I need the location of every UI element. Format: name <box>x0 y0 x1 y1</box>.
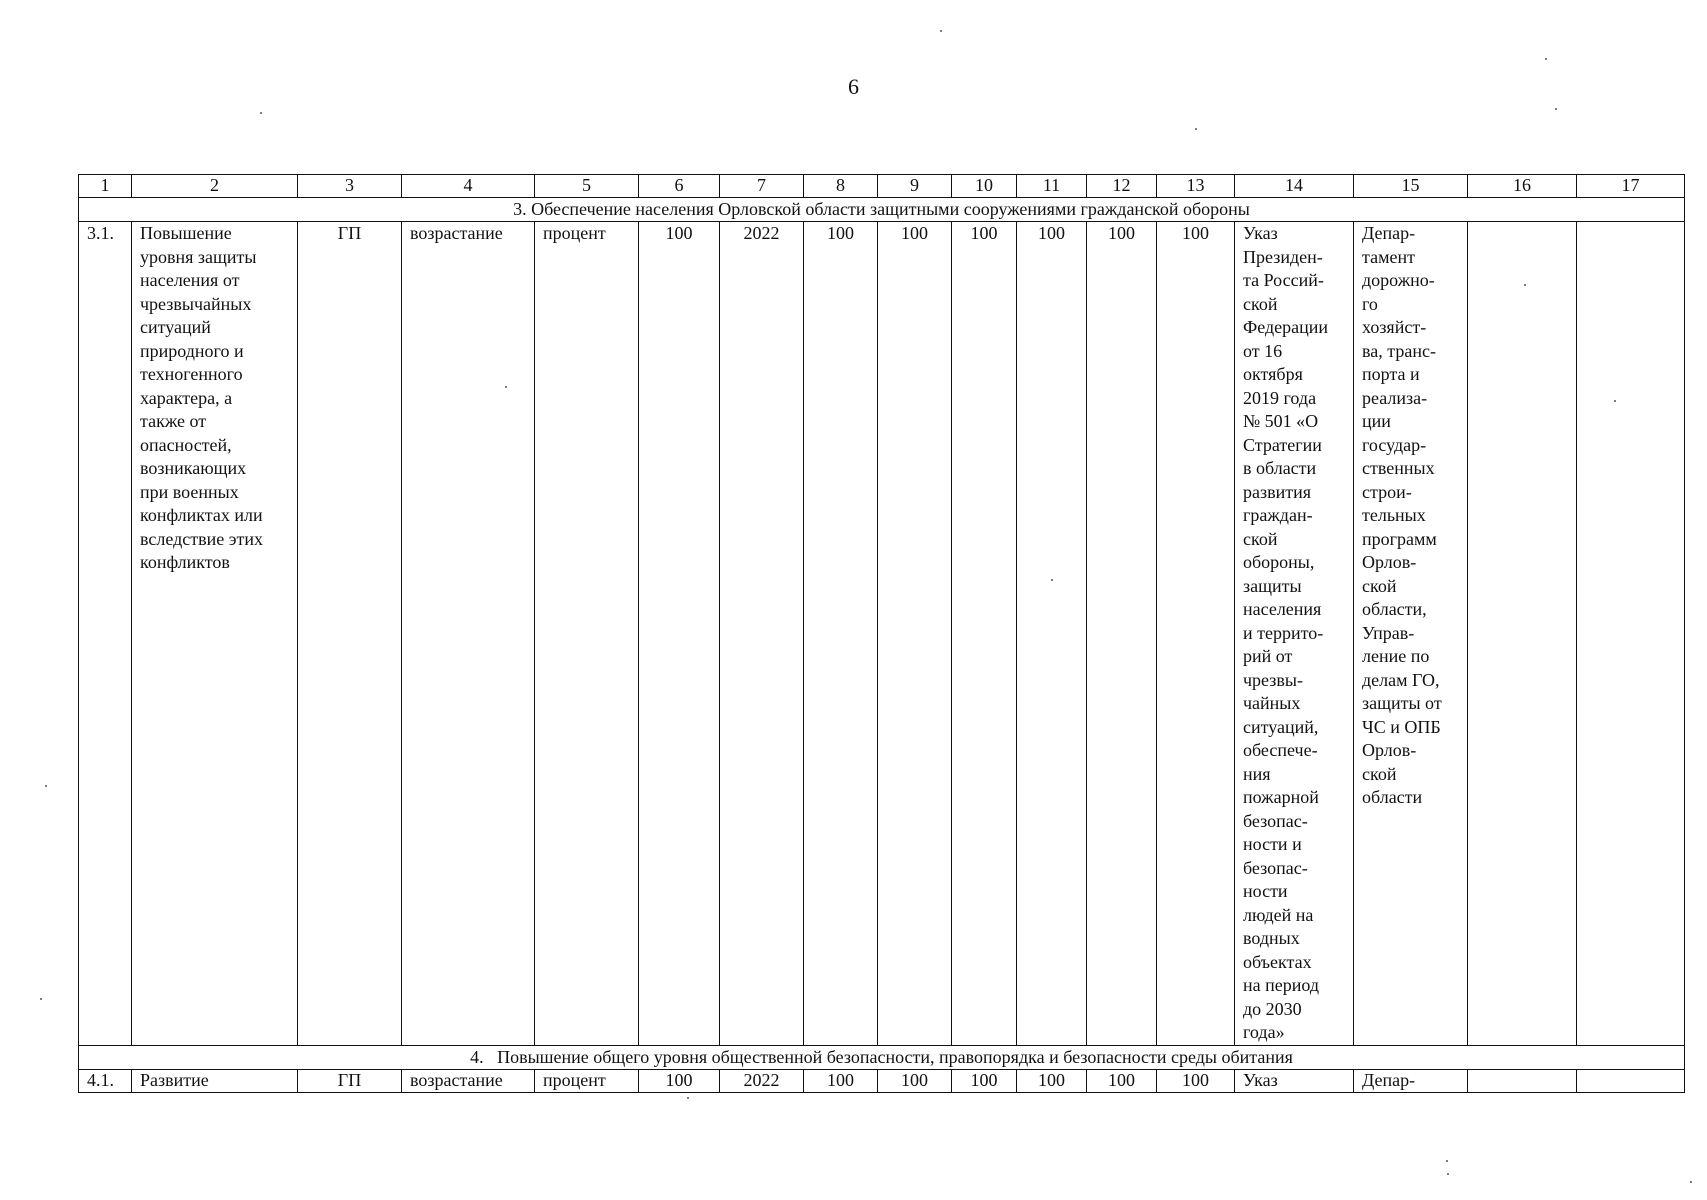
cell-line: чайных <box>1243 693 1301 713</box>
cell-line: программ <box>1362 528 1437 549</box>
cell-line: Федерации <box>1243 317 1329 337</box>
cell-line: возникающих <box>140 458 247 478</box>
cell-line: рий от <box>1243 646 1293 666</box>
column-number-header: 4 <box>402 175 535 198</box>
cell-line: области, <box>1362 599 1427 619</box>
column-number-header: 3 <box>298 175 402 198</box>
base-value: 100 <box>639 1069 720 1092</box>
column-number-header: 8 <box>804 175 878 198</box>
cell-line: опасностей, <box>140 434 232 455</box>
section-3-title: 3. Обеспечение населения Орловской области защитными сооружениями гражданской обороны <box>79 198 1685 222</box>
value-cell: 100 <box>878 222 952 1046</box>
cell-line: чрезвы- <box>1243 669 1303 690</box>
column-number-header: 13 <box>1157 175 1235 198</box>
column-number-header: 7 <box>720 175 804 198</box>
cell-line: октября <box>1243 364 1303 384</box>
scan-speck <box>40 998 42 1000</box>
cell-line: Орлов- <box>1362 740 1417 760</box>
cell-line: населения от <box>140 270 240 290</box>
cell-line: ности и <box>1243 834 1302 854</box>
scan-speck <box>1051 579 1053 581</box>
cell-line: и террито- <box>1243 622 1324 643</box>
indicator-unit: процент <box>535 222 639 1046</box>
cell-line: техногенного <box>140 364 243 384</box>
indicators-table <box>78 174 1685 1093</box>
value-cell: 100 <box>1087 1069 1157 1092</box>
cell-line: граждан- <box>1243 505 1313 525</box>
cell-line: та Россий- <box>1243 270 1324 290</box>
section-4-title: 4. Повышение общего уровня общественной безопасности, правопорядка и безопасности среды обитания <box>79 1045 1685 1069</box>
cell-line: обороны, <box>1243 552 1315 572</box>
scan-speck <box>260 112 262 114</box>
value-cell: 100 <box>952 222 1017 1046</box>
cell-line: государ- <box>1362 434 1427 455</box>
cell-line: развития <box>1243 481 1312 502</box>
column-number-header: 14 <box>1235 175 1354 198</box>
cell-line: безопас- <box>1243 857 1308 878</box>
scan-speck <box>1545 58 1547 60</box>
cell-line: делам ГО, <box>1362 669 1440 690</box>
column-number-header: 15 <box>1354 175 1468 198</box>
cell-line: ской <box>1362 763 1397 784</box>
scan-speck <box>1690 1181 1692 1183</box>
cell-line: ской <box>1362 575 1397 596</box>
scan-speck <box>687 1097 689 1099</box>
cell-line: от 16 <box>1243 340 1283 361</box>
base-year: 2022 <box>720 222 804 1046</box>
scan-speck <box>1524 284 1526 286</box>
cell-line: № 501 «О <box>1243 411 1319 431</box>
cell-line: го <box>1362 293 1378 314</box>
indicator-name <box>132 222 298 1046</box>
cell-line: защиты <box>1243 575 1302 596</box>
column-number-header: 2 <box>132 175 298 198</box>
value-cell: 100 <box>878 1069 952 1092</box>
cell-line: строи- <box>1362 481 1412 502</box>
table-row <box>79 222 1685 1046</box>
cell-line: дорожно- <box>1362 270 1435 290</box>
indicator-trend: возрастание <box>402 1069 535 1092</box>
indicator-name: Развитие <box>132 1069 298 1092</box>
cell-line: Указ <box>1243 223 1278 243</box>
cell-line: безопас- <box>1243 810 1308 831</box>
scan-speck <box>1446 1160 1448 1162</box>
cell-line: уровня защиты <box>140 246 257 267</box>
page-number: 6 <box>848 74 859 99</box>
cell-line: тамент <box>1362 246 1415 267</box>
column-number-header: 9 <box>878 175 952 198</box>
cell-line: чрезвычайных <box>140 293 252 314</box>
value-cell: 100 <box>1087 222 1157 1046</box>
column-number-header: 17 <box>1577 175 1685 198</box>
cell-line: обеспече- <box>1243 740 1318 760</box>
legal-basis: Указ <box>1235 1069 1354 1092</box>
responsible-body: Депар- <box>1354 1069 1468 1092</box>
cell-line: ности <box>1243 881 1288 901</box>
scan-speck <box>1447 1173 1449 1175</box>
column-number-header: 6 <box>639 175 720 198</box>
cell-line: ситуаций, <box>1243 716 1319 737</box>
column-number-header: 1 <box>79 175 132 198</box>
cell-line: Депар- <box>1362 223 1416 243</box>
col-16-cell <box>1468 222 1577 1046</box>
scan-speck <box>1555 108 1557 110</box>
value-cell: 100 <box>1157 1069 1235 1092</box>
cell-line: населения <box>1243 599 1322 619</box>
scan-speck <box>940 30 942 32</box>
value-cell: 100 <box>952 1069 1017 1092</box>
cell-line: людей на <box>1243 904 1314 925</box>
cell-line: пожарной <box>1243 787 1319 807</box>
section-3-row <box>79 198 1685 222</box>
indicator-type: ГП <box>298 1069 402 1092</box>
cell-line: ситуаций <box>140 317 211 337</box>
cell-line: характера, а <box>140 387 233 408</box>
cell-line: реализа- <box>1362 387 1428 408</box>
cell-line: Повышение <box>140 223 232 243</box>
cell-line: ственных <box>1362 458 1435 478</box>
indicator-type: ГП <box>298 222 402 1046</box>
cell-line: до 2030 <box>1243 998 1302 1019</box>
column-number-header: 5 <box>535 175 639 198</box>
value-cell: 100 <box>1017 222 1087 1046</box>
cell-line: Президен- <box>1243 246 1323 267</box>
row-number: 3.1. <box>79 222 132 1046</box>
cell-line: конфликтах или <box>140 505 263 525</box>
cell-line: года» <box>1243 1022 1285 1042</box>
cell-line: природного и <box>140 340 244 361</box>
cell-line: при военных <box>140 481 239 502</box>
value-cell: 100 <box>1017 1069 1087 1092</box>
cell-line: хозяйст- <box>1362 317 1427 337</box>
scan-speck <box>505 386 507 388</box>
cell-line: 2019 года <box>1243 387 1317 408</box>
cell-line: ской <box>1243 528 1278 549</box>
indicator-unit: процент <box>535 1069 639 1092</box>
cell-line: водных <box>1243 928 1300 948</box>
indicator-trend: возрастание <box>402 222 535 1046</box>
cell-line: ление по <box>1362 646 1430 666</box>
cell-line: области <box>1362 787 1423 807</box>
value-cell: 100 <box>804 1069 878 1092</box>
cell-line: на период <box>1243 975 1320 995</box>
section-4-row <box>79 1045 1685 1069</box>
value-cell: 100 <box>1157 222 1235 1046</box>
scan-speck <box>1614 400 1616 402</box>
cell-line: порта и <box>1362 364 1420 384</box>
column-number-row <box>79 175 1685 198</box>
cell-line: Стратегии <box>1243 434 1322 455</box>
cell-line: объектах <box>1243 951 1312 972</box>
scan-speck <box>45 785 47 787</box>
cell-line: ва, транс- <box>1362 340 1436 361</box>
col-16-cell <box>1468 1069 1577 1092</box>
column-number-header: 12 <box>1087 175 1157 198</box>
base-value: 100 <box>639 222 720 1046</box>
scan-speck <box>1195 128 1197 130</box>
cell-line: ЧС и ОПБ <box>1362 716 1441 737</box>
row-number: 4.1. <box>79 1069 132 1092</box>
cell-line: в области <box>1243 458 1317 478</box>
column-number-header: 16 <box>1468 175 1577 198</box>
column-number-header: 10 <box>952 175 1017 198</box>
table-row <box>79 1069 1685 1092</box>
cell-line: тельных <box>1362 505 1426 525</box>
cell-line: ской <box>1243 293 1278 314</box>
cell-line: вследствие этих <box>140 528 263 549</box>
value-cell: 100 <box>804 222 878 1046</box>
legal-basis <box>1235 222 1354 1046</box>
cell-line: также от <box>140 411 207 431</box>
cell-line: защиты от <box>1362 693 1442 713</box>
col-17-cell <box>1577 1069 1685 1092</box>
cell-line: Управ- <box>1362 622 1415 643</box>
cell-line: ции <box>1362 411 1391 431</box>
base-year: 2022 <box>720 1069 804 1092</box>
cell-line: ния <box>1243 763 1271 784</box>
responsible-body <box>1354 222 1468 1046</box>
cell-line: Орлов- <box>1362 552 1417 572</box>
column-number-header: 11 <box>1017 175 1087 198</box>
col-17-cell <box>1577 222 1685 1046</box>
cell-line: конфликтов <box>140 552 230 572</box>
